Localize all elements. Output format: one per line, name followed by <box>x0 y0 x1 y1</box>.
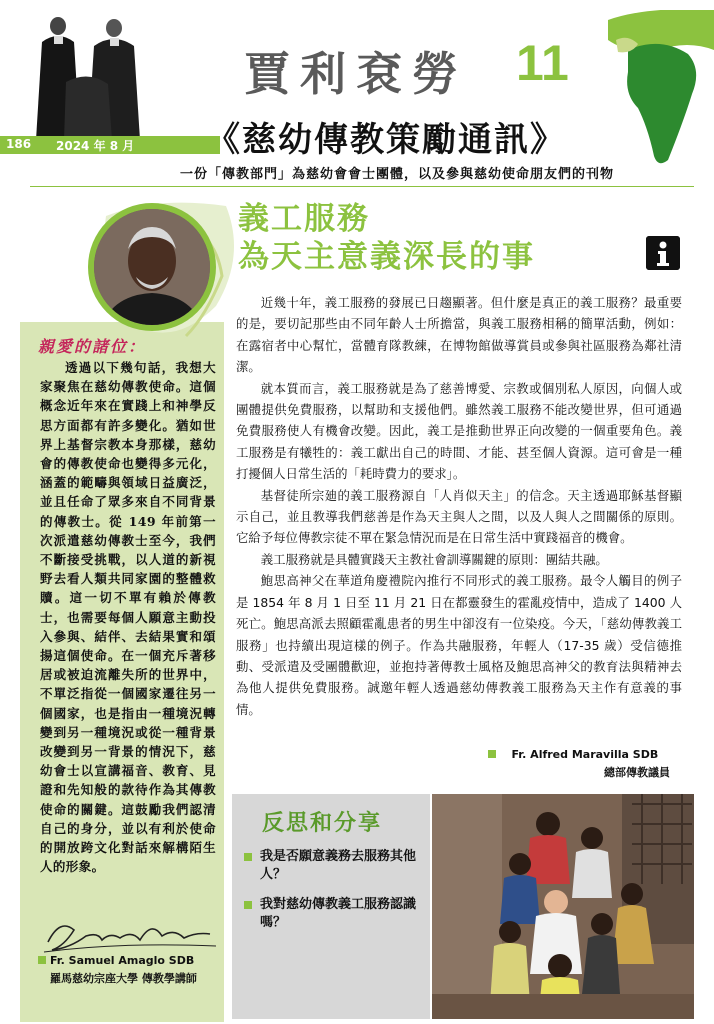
tagline: 一份「傳教部門」為慈幼會會士團體，以及參與慈幼使命朋友們的刊物 <box>180 167 615 182</box>
article-title <box>238 200 535 276</box>
volunteers-photo <box>432 794 694 1019</box>
article-paragraph: 就本質而言，義工服務就是為了慈善博愛、宗教或個別私人原因，向個人或團體提供免費服務，以幫助和支援他們。雖然義工服務不能改變世界，但可通過免費服務使人有機會改變。因此，義工是推動世界正向改變的一個重要角色。義工服務是有犧牲的：義工獻出自己的時間、才能、甚至個人資源。這可會是一種打擾個人日常生活的「耗時費力的要求」。 <box>236 380 682 482</box>
letter-author: Fr. Samuel Amaglo SDB <box>38 954 194 967</box>
bullet-square-icon <box>488 750 496 758</box>
author-portrait <box>94 209 210 325</box>
reflection-question: 我是否願意義務去服務其他人？ <box>244 848 420 884</box>
issue-date: 2024 年 8 月 <box>56 139 135 153</box>
bullet-square-icon <box>244 853 252 861</box>
article-title-line2: 為天主意義深長的事 <box>238 239 535 275</box>
letter-author-role: 羅馬慈幼宗座大學 傳教學講師 <box>50 972 197 985</box>
series-number: 11 <box>516 35 569 91</box>
bullet-square-icon <box>38 956 46 964</box>
founders-photo <box>28 12 144 140</box>
article-paragraph: 義工服務就是具體實踐天主教社會訓導關鍵的原則：團結共融。 <box>260 551 608 567</box>
bullet-square-icon <box>244 901 252 909</box>
letter-greeting: 親愛的諸位： <box>38 337 147 356</box>
letter-body: 透過以下幾句話，我想大家聚焦在慈幼傳教使命。這個概念近年來在實踐上和神學反思方面都有許多變化。猶如世界上基督宗教本身那樣，慈幼會的傳教使命也變得多元化，涵蓋的範疇與領域日益廣泛，並且任命了眾多來自不同背景的傳教士。從 149 年前第一次派遣慈幼傳教士至今，我們不斷接受挑戰，以人道的新視野去看人類共同家園的整體救贖。這一切不單有賴於傳教士，也需要每個人願意主動投入參與、結伴、去結果實和頌揚這個使命。在一個充斥著移居或被迫流離失所的世界中，不單泛指從一個國家遷往另一個國家，也是指由一種境況轉變到另一種境況或從一種背景改變到另一背景的情況下，慈幼會士以宣講福音、教育、見證和先知般的款待作為其傳教使命的關鍵。這鼓勵我們認清自己的身分，並以有利於使命的開放跨文化對話來解構陌生人的形象。 <box>40 360 216 875</box>
divider <box>30 186 694 187</box>
issue-number: 186 <box>6 137 32 151</box>
article-paragraph: 基督徒所宗廸的義工服務源自「人肖似天主」的信念。天主透過耶穌基督顯示自己，並且教導我們慈善是作為天主與人之間，以及人與人之間關係的原則。它給予每位傳教宗徒不單在緊急情況而是在日常生活中實踐福音的機會。 <box>236 487 682 546</box>
article-body <box>236 292 682 720</box>
reflection-title: 反思和分享 <box>262 811 383 836</box>
info-icon <box>646 236 680 270</box>
world-map-graphic <box>588 10 714 180</box>
article-paragraph: 近幾十年，義工服務的發展已日趨顯著。但什麼是真正的義工服務？最重要的是，要切記那些由不同年齡人士所擔當，與義工服務相稱的簡單活動，例如：在露宿者中心幫忙，當體育隊教練，在博物館做導賞員或參與社區服務為鄰社清潔。 <box>236 295 682 375</box>
article-title-line1: 義工服務 <box>238 201 370 237</box>
signature <box>40 912 218 958</box>
reflection-question: 我對慈幼傳教義工服務認識嗎？ <box>244 896 420 932</box>
article-author-role: 總部傳教議員 <box>604 766 670 779</box>
series-title: 賈利袞勞 <box>244 47 468 101</box>
newsletter-title: 《慈幼傳教策勵通訊》 <box>206 120 566 160</box>
article-paragraph: 鮑思高神父在華道角慶禮院內推行不同形式的義工服務。最令人觸目的例子是 1854 年 8 月 1 日至 11 月 21 日在都靈發生的霍亂疫情中，造成了 1400 人死亡。鮑思高派去照顧霍亂患者的男生中卻沒有一位染疫。今天，「慈幼傳教義工服務」也持續出現這樣的例子。作為共融服務，年輕人（17-35 歲）受信德推動、受派遣及受團體歡迎，並抱持著傳教士風格及鮑思高神父的教育法與精神去為他人提供免費服務。誠邀年輕人透過慈幼傳教義工服務為天主作有意義的事情。 <box>236 573 682 717</box>
article-author: Fr. Alfred Maravilla SDB <box>488 748 658 761</box>
